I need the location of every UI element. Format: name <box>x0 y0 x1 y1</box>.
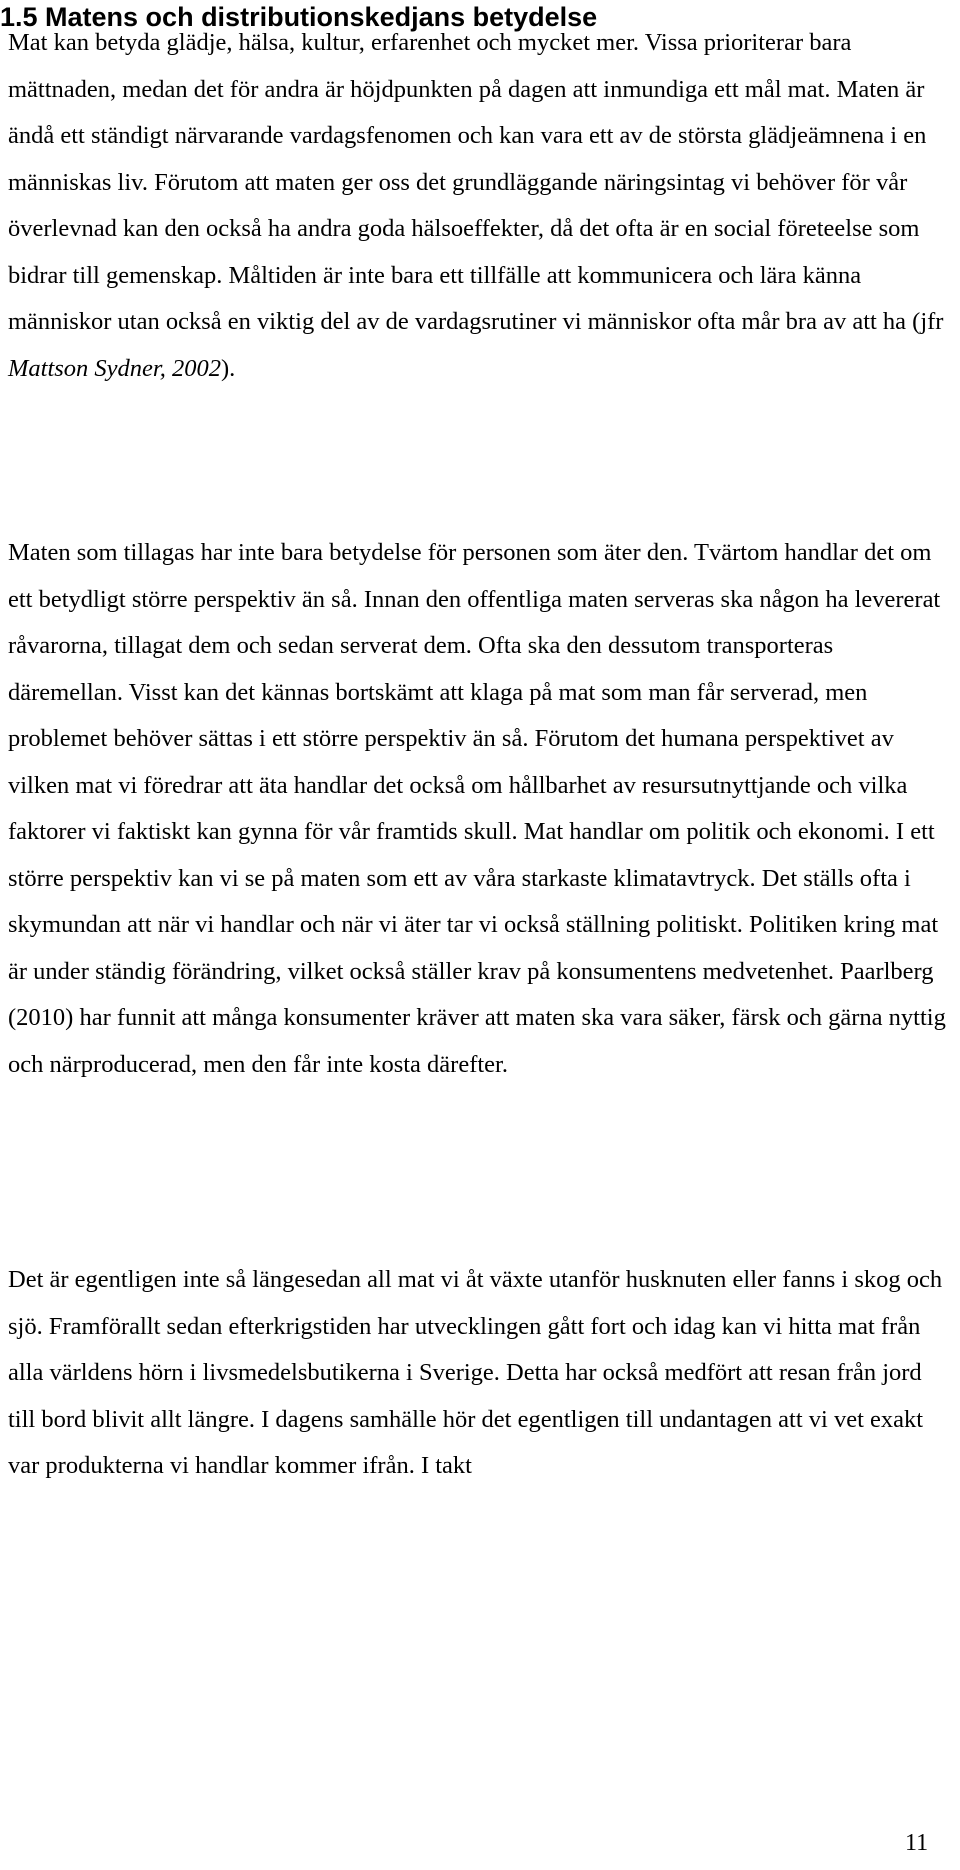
paragraph-1-text: Mat kan betyda glädje, hälsa, kultur, erfarenhet och mycket mer. Vissa prioriterar bara mättnaden, medan det för andra är höjdpunkten på dagen att inmundiga ett mål mat. Maten är ändå ett ständigt närvarande vardagsfenomen och kan vara ett av de största glädjeämnena i en människas liv. Förutom att maten ger oss det grundläggande näringsintag vi behöver för vår överlevnad kan den också ha andra goda hälsoeffekter, då det ofta är en social företeelse som bidrar till gemenskap. Måltiden är inte bara ett tillfälle att kommunicera och lära känna människor utan också en viktig del av de vardagsrutiner vi människor ofta mår bra av att ha (jfr <box>8 29 944 335</box>
paragraph-1 <box>8 20 950 392</box>
page-number: 11 <box>905 1830 929 1856</box>
section-heading: 1.5 Matens och distributionskedjans betydelse <box>0 2 598 32</box>
paragraph-1-closing: ). <box>221 354 236 382</box>
paragraph-3: Det är egentligen inte så längesedan all mat vi åt växte utanför husknuten eller fanns i skog och sjö. Framförallt sedan efterkrigstiden har utvecklingen gått fort och idag kan vi hitta mat från alla världens hörn i livsmedelsbutikerna i Sverige. Detta har också medfört att resan från jord till bord blivit allt längre. I dagens samhälle hör det egentligen till undantagen att vi vet exakt var produkterna vi handlar kommer ifrån. I takt <box>8 1266 943 1479</box>
citation-reference: Mattson Sydner, 2002 <box>8 354 221 382</box>
paragraph-2: Maten som tillagas har inte bara betydelse för personen som äter den. Tvärtom handlar det om ett betydligt större perspektiv än så. Innan den offentliga maten serveras ska någon ha levererat råvarorna, tillagat dem och sedan serverat dem. Ofta ska den dessutom transporteras däremellan. Visst kan det kännas bortskämt att klaga på mat som man får serverad, men problemet behöver sättas i ett större perspektiv än så. Förutom det humana perspektivet av vilken mat vi föredrar att äta handlar det också om hållbarhet av resursutnyttjande och vilka faktorer vi faktiskt kan gynna för vår framtids skull. Mat handlar om politik och ekonomi. I ett större perspektiv kan vi se på maten som ett av våra starkaste klimatavtryck. Det ställs ofta i skymundan att när vi handlar och när vi äter tar vi också ställning politiskt. Politiken kring mat är under ständig förändring, vilket också ställer krav på konsumentens medvetenhet. Paarlberg (2010) har funnit att många konsumenter kräver att maten ska vara säker, färsk och gärna nyttig och närproducerad, men den får inte kosta därefter. <box>8 539 946 1078</box>
